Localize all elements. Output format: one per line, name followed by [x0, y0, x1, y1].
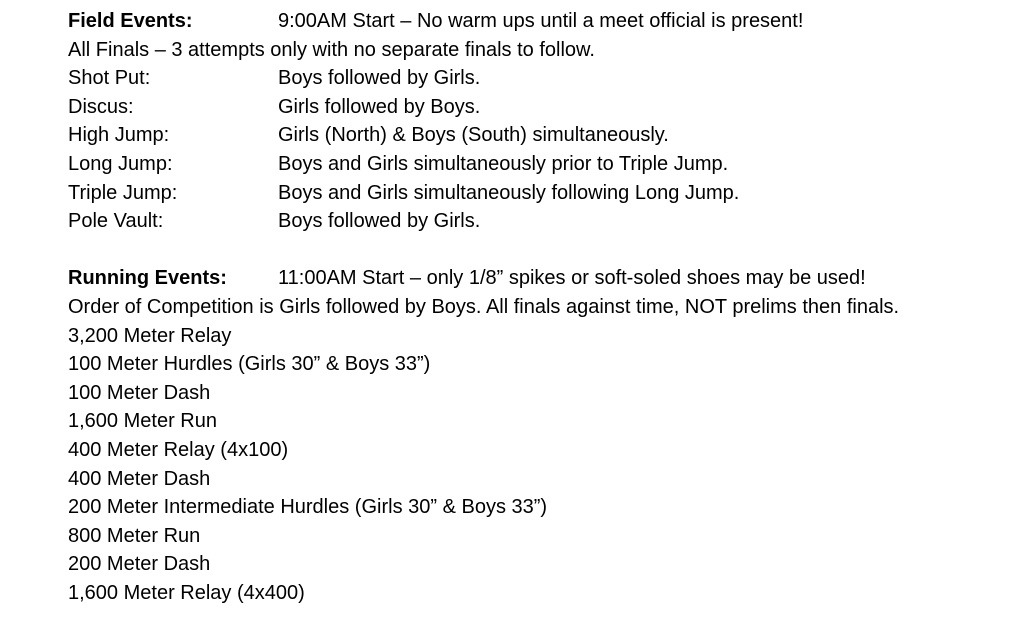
field-event-order: Boys followed by Girls.: [278, 67, 481, 90]
running-event-item: 1,600 Meter Run: [68, 410, 217, 433]
field-event-name: Pole Vault:: [68, 210, 164, 233]
running-event-item: 400 Meter Dash: [68, 467, 211, 490]
field-event-name: Discus:: [68, 95, 134, 118]
running-events-header: [68, 264, 1018, 293]
field-event-row: [68, 64, 1018, 93]
field-event-row: [68, 93, 1018, 122]
field-event-order: Girls (North) & Boys (South) simultaneously.: [278, 124, 669, 147]
running-event-item: 100 Meter Hurdles (Girls 30” & Boys 33”): [68, 353, 431, 376]
field-event-order: Girls followed by Boys.: [278, 95, 481, 118]
field-events-start-note: 9:00AM Start – No warm ups until a meet official is present!: [278, 10, 804, 32]
field-events-finals-note: All Finals – 3 attempts only with no separate finals to follow.: [68, 38, 595, 61]
section-spacer: [68, 236, 1018, 265]
field-event-name: High Jump:: [68, 124, 170, 147]
running-event-item: 3,200 Meter Relay: [68, 324, 232, 347]
field-event-row: [68, 179, 1018, 208]
running-event-item: 200 Meter Dash: [68, 553, 211, 576]
running-events-heading: Running Events:: [68, 267, 227, 290]
meet-schedule-document: [68, 7, 1018, 607]
field-event-name: Shot Put:: [68, 67, 151, 90]
field-events-heading: Field Events:: [68, 10, 193, 32]
field-event-order: Boys followed by Girls.: [278, 210, 481, 233]
running-event-item: 100 Meter Dash: [68, 381, 211, 404]
field-event-order: Boys and Girls simultaneously prior to Triple Jump.: [278, 152, 729, 175]
field-event-order: Boys and Girls simultaneously following Long Jump.: [278, 181, 740, 204]
running-event-item: 400 Meter Relay (4x100): [68, 438, 289, 461]
field-event-name: Long Jump:: [68, 152, 173, 175]
running-events-order-note: Order of Competition is Girls followed by Boys. All finals against time, NOT prelims then finals.: [68, 295, 900, 318]
running-event-item: 1,600 Meter Relay (4x400): [68, 581, 305, 604]
running-event-item: 200 Meter Intermediate Hurdles (Girls 30” & Boys 33”): [68, 496, 548, 519]
running-event-item: 800 Meter Run: [68, 524, 201, 547]
field-events-header: [68, 7, 1018, 36]
field-event-name: Triple Jump:: [68, 181, 178, 204]
running-events-start-note: 11:00AM Start – only 1/8” spikes or soft-soled shoes may be used!: [278, 267, 866, 290]
field-event-row: [68, 121, 1018, 150]
field-event-row: [68, 150, 1018, 179]
field-event-row: [68, 207, 1018, 236]
